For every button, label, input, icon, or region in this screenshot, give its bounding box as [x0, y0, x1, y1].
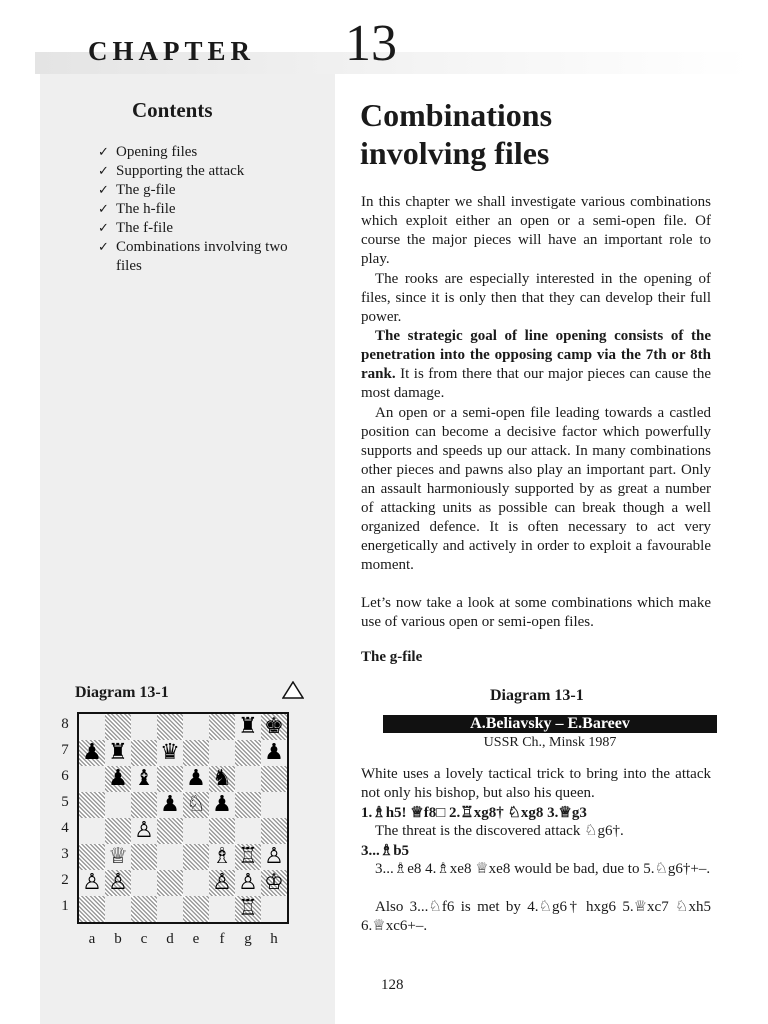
board-square	[131, 896, 157, 922]
check-icon: ✓	[98, 221, 109, 236]
board-square	[79, 818, 105, 844]
black-rook-icon: ♜	[238, 714, 258, 739]
file-label: b	[114, 931, 122, 947]
rank-label: 1	[61, 898, 69, 914]
strategic-goal-rest: It is from there that our major pieces can cause the most damage.	[361, 366, 711, 401]
check-icon: ✓	[98, 183, 109, 198]
file-label: a	[88, 931, 96, 947]
board-square	[131, 792, 157, 818]
chess-board	[77, 712, 289, 924]
contents-item	[96, 181, 316, 200]
chapter-title	[360, 96, 740, 172]
board-square	[79, 714, 105, 740]
file-label: h	[270, 931, 278, 947]
white-pawn-icon: ♙	[238, 870, 258, 895]
board-square	[183, 870, 209, 896]
contents-item-label: The f-file	[116, 220, 174, 236]
rank-label: 3	[61, 846, 69, 862]
board-square	[235, 792, 261, 818]
contents-item-label: Supporting the attack	[116, 163, 245, 179]
white-queen-icon: ♕	[108, 844, 128, 869]
contents-item	[96, 238, 316, 276]
contents-heading: Contents	[132, 98, 213, 122]
black-pawn-icon: ♟	[82, 740, 102, 765]
contents-list	[96, 143, 316, 276]
white-pawn-icon: ♙	[212, 870, 232, 895]
black-rook-icon: ♜	[108, 740, 128, 765]
board-square	[209, 818, 235, 844]
white-bishop-icon: ♗	[212, 844, 232, 869]
board-square	[235, 740, 261, 766]
note-bad: 3...♗e8 4.♗xe8 ♕xe8 would be bad, due to 5.♘g6†+–.	[375, 861, 711, 877]
board-square	[105, 714, 131, 740]
board-square	[79, 766, 105, 792]
white-to-move-triangle-icon	[282, 681, 304, 699]
white-pawn-icon: ♙	[264, 844, 284, 869]
board-square	[183, 740, 209, 766]
black-pawn-icon: ♟	[108, 766, 128, 791]
page-number: 128	[381, 977, 404, 993]
white-rook-icon: ♖	[238, 844, 258, 869]
black-pawn-icon: ♟	[264, 740, 284, 765]
board-square	[79, 896, 105, 922]
chapter-number: 13	[345, 15, 397, 72]
board-square	[131, 870, 157, 896]
event-caption: USSR Ch., Minsk 1987	[483, 735, 617, 750]
contents-item-label: The h-file	[116, 201, 176, 217]
board-square	[79, 792, 105, 818]
board-square	[79, 844, 105, 870]
note-also: Also 3...♘f6 is met by 4.♘g6† hxg6 5.♕xc7 ♘xh5 6.♕xc6+–.	[361, 899, 711, 934]
players-banner: A.Beliavsky – E.Bareev	[383, 715, 717, 733]
rank-label: 7	[61, 742, 69, 758]
black-pawn-icon: ♟	[186, 766, 206, 791]
contents-item-label: Combinations involving two files	[116, 239, 288, 274]
contents-item-label: Opening files	[116, 144, 198, 160]
board-square	[157, 766, 183, 792]
board-square	[105, 818, 131, 844]
rank-label: 4	[61, 820, 69, 836]
check-icon: ✓	[98, 240, 109, 255]
rank-label: 2	[61, 872, 69, 888]
rank-label: 5	[61, 794, 69, 810]
board-square	[209, 740, 235, 766]
board-square	[183, 896, 209, 922]
board-square	[183, 818, 209, 844]
white-pawn-icon: ♙	[82, 870, 102, 895]
white-rook-icon: ♖	[238, 896, 258, 921]
black-pawn-icon: ♟	[160, 792, 180, 817]
note-threat: The threat is the discovered attack ♘g6†.	[375, 823, 624, 839]
board-square	[157, 896, 183, 922]
board-square	[157, 714, 183, 740]
board-square	[105, 896, 131, 922]
board-square	[235, 766, 261, 792]
file-label: g	[244, 931, 252, 947]
moves-line-2: 3...♗b5	[361, 843, 410, 859]
black-bishop-icon: ♝	[134, 766, 154, 791]
paragraph-lets-look: Let’s now take a look at some combinations which make use of various open or semi-open files.	[361, 595, 711, 630]
moves-line-1: 1.♗h5! ♕f8□ 2.♖xg8† ♘xg8 3.♕g3	[361, 805, 587, 821]
board-square	[131, 714, 157, 740]
black-king-icon: ♚	[264, 714, 284, 739]
contents-item	[96, 200, 316, 219]
paragraph-strategic-goal	[361, 327, 711, 403]
board-square	[209, 896, 235, 922]
board-square	[261, 818, 287, 844]
check-icon: ✓	[98, 164, 109, 179]
white-pawn-icon: ♙	[108, 870, 128, 895]
board-square	[261, 792, 287, 818]
chapter-title-line2: involving files	[360, 135, 550, 171]
paragraph-rooks: The rooks are especially interested in the opening of files, since it is only then that they can develop their full power.	[361, 271, 711, 325]
white-king-icon: ♔	[264, 870, 284, 895]
paragraph-intro: In this chapter we shall investigate various combinations which exploit either an open or a semi-open file. Of course the major pieces will have an important role to play.	[361, 194, 711, 267]
rank-label: 6	[61, 768, 69, 784]
check-icon: ✓	[98, 145, 109, 160]
board-square	[105, 792, 131, 818]
board-square	[157, 844, 183, 870]
board-square	[235, 818, 261, 844]
board-square	[131, 844, 157, 870]
file-label: d	[166, 931, 174, 947]
paragraph-open-file: An open or a semi-open file leading towards a castled position can become a decisive factor which powerfully supports and speeds up our attack. In many combinations other pieces and pawns also play an important part. Only an assault harmoniously supported by as great a number of attacking units as possible can break though a well organized defence. It is often necessary to act very energetically and actively in order to exploit a favourable moment.	[361, 405, 711, 573]
contents-item	[96, 162, 316, 181]
diagram-label: Diagram 13-1	[75, 684, 169, 701]
file-label: e	[192, 931, 200, 947]
strategic-goal-bold: The strategic goal of line opening consists of the penetration into the opposing camp via the 7th or 8th rank.	[361, 328, 711, 382]
white-pawn-icon: ♙	[134, 818, 154, 843]
chapter-title-line1: Combinations	[360, 97, 553, 133]
board-square	[261, 896, 287, 922]
board-square	[261, 766, 287, 792]
check-icon: ✓	[98, 202, 109, 217]
contents-item	[96, 143, 316, 162]
board-square	[131, 740, 157, 766]
board-square	[183, 844, 209, 870]
section-heading-g-file: The g-file	[361, 649, 423, 665]
contents-item	[96, 219, 316, 238]
white-knight-icon: ♘	[186, 792, 206, 817]
board-square	[157, 870, 183, 896]
black-queen-icon: ♛	[160, 740, 180, 765]
file-label: f	[219, 931, 225, 947]
contents-item-label: The g-file	[116, 182, 176, 198]
rank-label: 8	[61, 716, 69, 732]
game-intro: White uses a lovely tactical trick to bring into the attack not only his bishop, but also his queen.	[361, 766, 711, 801]
file-label: c	[140, 931, 148, 947]
board-square	[157, 818, 183, 844]
black-pawn-icon: ♟	[212, 792, 232, 817]
black-knight-icon: ♞	[212, 766, 232, 791]
game-diagram-label: Diagram 13-1	[490, 687, 584, 704]
board-square	[209, 714, 235, 740]
board-square	[183, 714, 209, 740]
chapter-label: CHAPTER	[88, 36, 256, 66]
